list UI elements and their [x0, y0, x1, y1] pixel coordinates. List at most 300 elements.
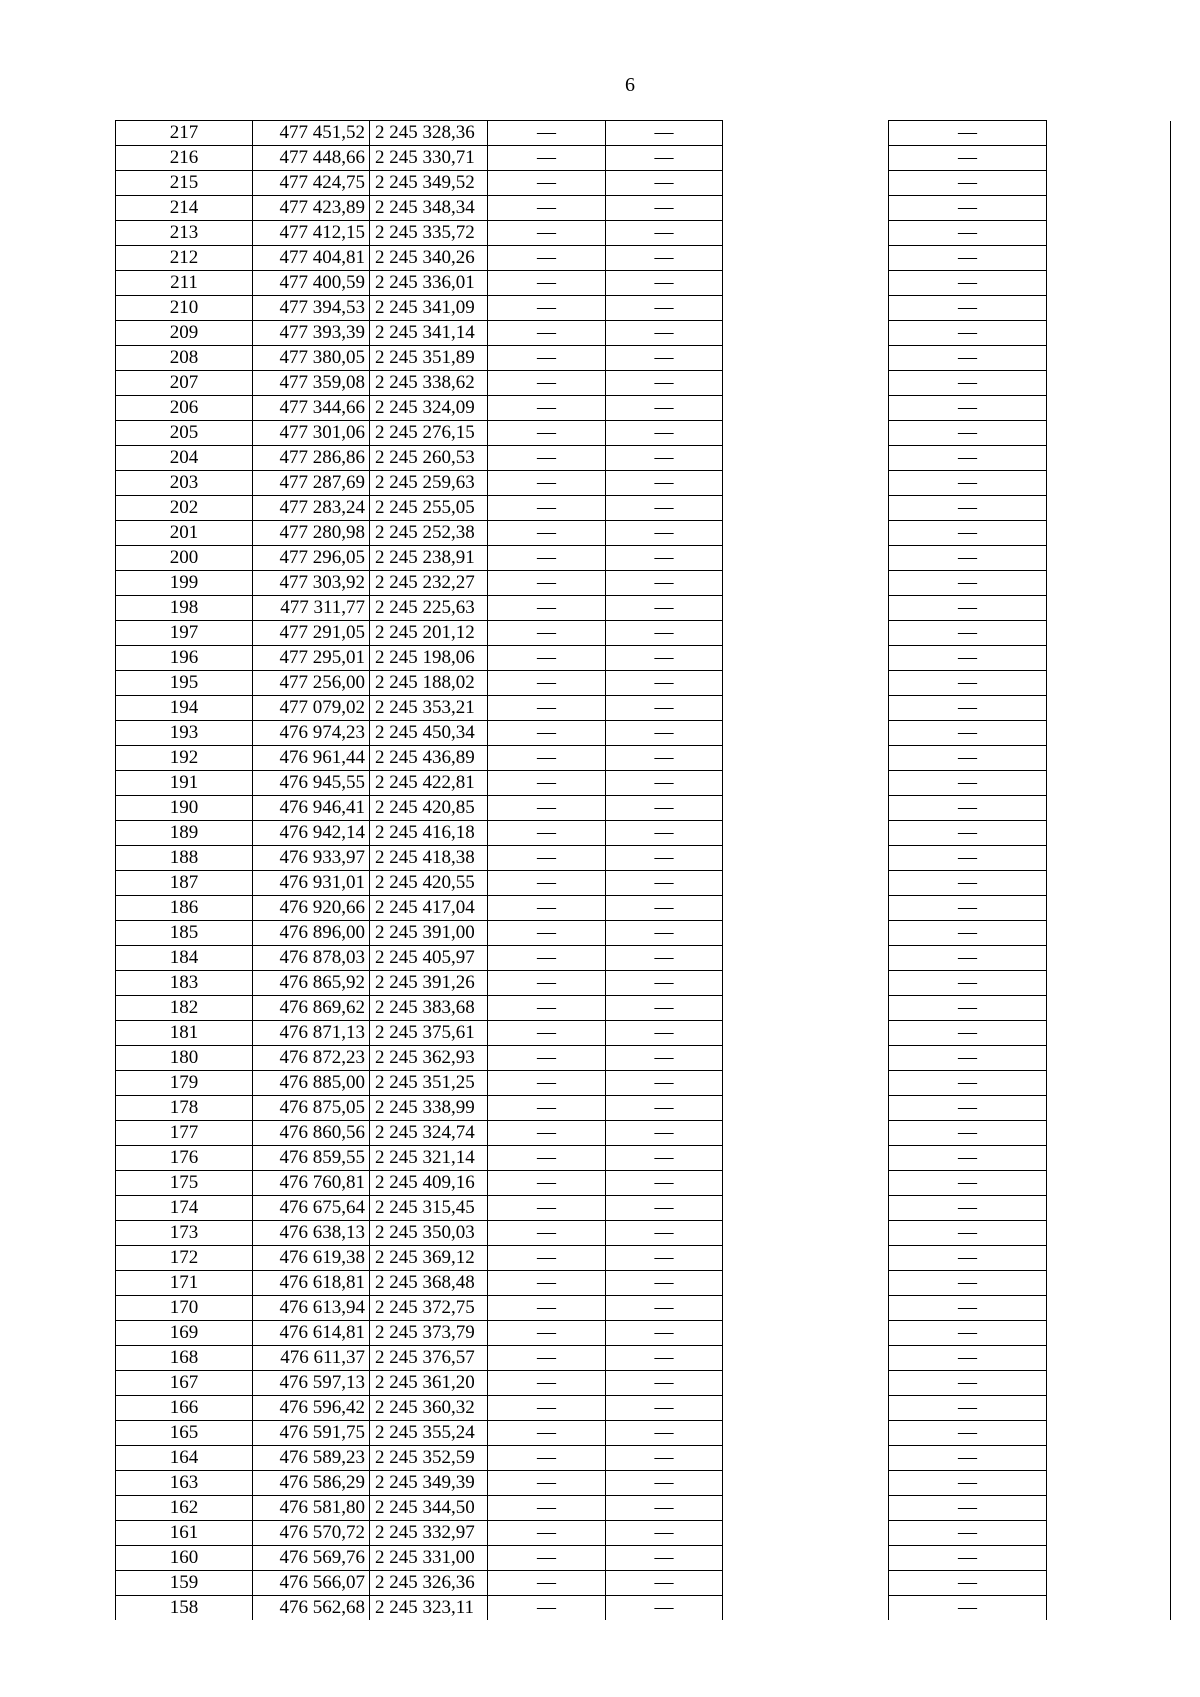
- y-coordinate-cell: 2 245 352,59: [370, 1446, 488, 1471]
- empty-cell: [1047, 1021, 1171, 1046]
- table-row: [116, 796, 1171, 821]
- empty-cell: [1047, 1096, 1171, 1121]
- point-number-cell: 162: [116, 1496, 253, 1521]
- empty-cell: [1047, 746, 1171, 771]
- empty-cell: [1047, 1221, 1171, 1246]
- dash-cell: —: [488, 1496, 606, 1521]
- x-coordinate-cell: 476 885,00: [253, 1071, 370, 1096]
- dash-cell: —: [606, 1246, 723, 1271]
- x-coordinate-cell: 477 287,69: [253, 471, 370, 496]
- empty-cell: [723, 271, 889, 296]
- x-coordinate-cell: 477 359,08: [253, 371, 370, 396]
- y-coordinate-cell: 2 245 409,16: [370, 1171, 488, 1196]
- dash-cell: —: [606, 1146, 723, 1171]
- point-number-cell: 198: [116, 596, 253, 621]
- empty-cell: [723, 446, 889, 471]
- empty-cell: [723, 746, 889, 771]
- dash-cell: —: [606, 1071, 723, 1096]
- dash-cell: —: [889, 421, 1047, 446]
- dash-cell: —: [889, 746, 1047, 771]
- empty-cell: [1047, 1046, 1171, 1071]
- dash-cell: —: [488, 1446, 606, 1471]
- x-coordinate-cell: 477 448,66: [253, 146, 370, 171]
- dash-cell: —: [889, 321, 1047, 346]
- table-row: [116, 1421, 1171, 1446]
- empty-cell: [1047, 471, 1171, 496]
- table-row: [116, 1596, 1171, 1621]
- dash-cell: —: [488, 796, 606, 821]
- dash-cell: —: [889, 1321, 1047, 1346]
- dash-cell: —: [488, 1321, 606, 1346]
- empty-cell: [723, 396, 889, 421]
- dash-cell: —: [488, 1246, 606, 1271]
- empty-cell: [1047, 996, 1171, 1021]
- table-row: [116, 1396, 1171, 1421]
- empty-cell: [1047, 1546, 1171, 1571]
- empty-cell: [723, 371, 889, 396]
- y-coordinate-cell: 2 245 330,71: [370, 146, 488, 171]
- y-coordinate-cell: 2 245 420,85: [370, 796, 488, 821]
- dash-cell: —: [488, 146, 606, 171]
- dash-cell: —: [889, 546, 1047, 571]
- x-coordinate-cell: 477 296,05: [253, 546, 370, 571]
- table-row: [116, 1546, 1171, 1571]
- dash-cell: —: [889, 346, 1047, 371]
- empty-cell: [723, 796, 889, 821]
- dash-cell: —: [488, 1546, 606, 1571]
- dash-cell: —: [889, 1371, 1047, 1396]
- dash-cell: —: [889, 646, 1047, 671]
- table-row: [116, 621, 1171, 646]
- dash-cell: —: [606, 571, 723, 596]
- point-number-cell: 191: [116, 771, 253, 796]
- x-coordinate-cell: 477 295,01: [253, 646, 370, 671]
- dash-cell: —: [488, 596, 606, 621]
- y-coordinate-cell: 2 245 255,05: [370, 496, 488, 521]
- empty-cell: [1047, 896, 1171, 921]
- empty-cell: [1047, 421, 1171, 446]
- y-coordinate-cell: 2 245 349,52: [370, 171, 488, 196]
- point-number-cell: 168: [116, 1346, 253, 1371]
- point-number-cell: 188: [116, 846, 253, 871]
- dash-cell: —: [606, 1346, 723, 1371]
- dash-cell: —: [889, 696, 1047, 721]
- dash-cell: —: [889, 1171, 1047, 1196]
- empty-cell: [723, 1096, 889, 1121]
- table-row: [116, 721, 1171, 746]
- x-coordinate-cell: 476 872,23: [253, 1046, 370, 1071]
- x-coordinate-cell: 476 961,44: [253, 746, 370, 771]
- point-number-cell: 209: [116, 321, 253, 346]
- x-coordinate-cell: 476 596,42: [253, 1396, 370, 1421]
- dash-cell: —: [889, 521, 1047, 546]
- table-row: [116, 1146, 1171, 1171]
- dash-cell: —: [606, 696, 723, 721]
- y-coordinate-cell: 2 245 360,32: [370, 1396, 488, 1421]
- dash-cell: —: [488, 321, 606, 346]
- coordinates-table: [115, 120, 1171, 1620]
- dash-cell: —: [889, 1521, 1047, 1546]
- dash-cell: —: [606, 1421, 723, 1446]
- point-number-cell: 164: [116, 1446, 253, 1471]
- point-number-cell: 193: [116, 721, 253, 746]
- x-coordinate-cell: 477 344,66: [253, 396, 370, 421]
- x-coordinate-cell: 476 878,03: [253, 946, 370, 971]
- y-coordinate-cell: 2 245 353,21: [370, 696, 488, 721]
- dash-cell: —: [606, 496, 723, 521]
- y-coordinate-cell: 2 245 326,36: [370, 1571, 488, 1596]
- dash-cell: —: [488, 921, 606, 946]
- table-row: [116, 121, 1171, 146]
- empty-cell: [723, 346, 889, 371]
- table-row: [116, 521, 1171, 546]
- dash-cell: —: [488, 1046, 606, 1071]
- point-number-cell: 179: [116, 1071, 253, 1096]
- empty-cell: [723, 1046, 889, 1071]
- dash-cell: —: [606, 171, 723, 196]
- empty-cell: [1047, 346, 1171, 371]
- dash-cell: —: [488, 1571, 606, 1596]
- dash-cell: —: [889, 871, 1047, 896]
- dash-cell: —: [488, 771, 606, 796]
- x-coordinate-cell: 476 875,05: [253, 1096, 370, 1121]
- table-row: [116, 1446, 1171, 1471]
- empty-cell: [723, 571, 889, 596]
- empty-cell: [723, 171, 889, 196]
- empty-cell: [723, 1396, 889, 1421]
- dash-cell: —: [606, 1196, 723, 1221]
- table-row: [116, 296, 1171, 321]
- table-row: [116, 946, 1171, 971]
- point-number-cell: 183: [116, 971, 253, 996]
- empty-cell: [1047, 546, 1171, 571]
- point-number-cell: 170: [116, 1296, 253, 1321]
- dash-cell: —: [606, 1171, 723, 1196]
- empty-cell: [1047, 271, 1171, 296]
- table-row: [116, 546, 1171, 571]
- dash-cell: —: [889, 1146, 1047, 1171]
- y-coordinate-cell: 2 245 198,06: [370, 646, 488, 671]
- empty-cell: [1047, 1396, 1171, 1421]
- point-number-cell: 197: [116, 621, 253, 646]
- y-coordinate-cell: 2 245 201,12: [370, 621, 488, 646]
- empty-cell: [1047, 446, 1171, 471]
- point-number-cell: 175: [116, 1171, 253, 1196]
- dash-cell: —: [488, 1196, 606, 1221]
- point-number-cell: 192: [116, 746, 253, 771]
- empty-cell: [723, 296, 889, 321]
- dash-cell: —: [889, 296, 1047, 321]
- dash-cell: —: [889, 1246, 1047, 1271]
- dash-cell: —: [606, 671, 723, 696]
- dash-cell: —: [606, 971, 723, 996]
- point-number-cell: 184: [116, 946, 253, 971]
- table-row: [116, 671, 1171, 696]
- x-coordinate-cell: 476 619,38: [253, 1246, 370, 1271]
- dash-cell: —: [488, 1421, 606, 1446]
- dash-cell: —: [606, 746, 723, 771]
- dash-cell: —: [488, 996, 606, 1021]
- point-number-cell: 196: [116, 646, 253, 671]
- empty-cell: [1047, 1296, 1171, 1321]
- empty-cell: [1047, 146, 1171, 171]
- empty-cell: [723, 671, 889, 696]
- point-number-cell: 173: [116, 1221, 253, 1246]
- y-coordinate-cell: 2 245 324,09: [370, 396, 488, 421]
- page-number: 6: [625, 74, 635, 96]
- dash-cell: —: [606, 1046, 723, 1071]
- x-coordinate-cell: 476 946,41: [253, 796, 370, 821]
- y-coordinate-cell: 2 245 416,18: [370, 821, 488, 846]
- empty-cell: [723, 921, 889, 946]
- empty-cell: [723, 1121, 889, 1146]
- point-number-cell: 189: [116, 821, 253, 846]
- dash-cell: —: [889, 1396, 1047, 1421]
- dash-cell: —: [488, 646, 606, 671]
- dash-cell: —: [488, 696, 606, 721]
- x-coordinate-cell: 476 586,29: [253, 1471, 370, 1496]
- x-coordinate-cell: 476 865,92: [253, 971, 370, 996]
- table-row: [116, 146, 1171, 171]
- dash-cell: —: [889, 671, 1047, 696]
- table-row: [116, 1271, 1171, 1296]
- empty-cell: [1047, 1171, 1171, 1196]
- point-number-cell: 174: [116, 1196, 253, 1221]
- empty-cell: [1047, 1271, 1171, 1296]
- coordinates-table-body: [116, 121, 1171, 1621]
- y-coordinate-cell: 2 245 324,74: [370, 1121, 488, 1146]
- dash-cell: —: [606, 771, 723, 796]
- dash-cell: —: [889, 796, 1047, 821]
- empty-cell: [723, 1321, 889, 1346]
- point-number-cell: 176: [116, 1146, 253, 1171]
- dash-cell: —: [606, 1396, 723, 1421]
- x-coordinate-cell: 477 451,52: [253, 121, 370, 146]
- dash-cell: —: [606, 821, 723, 846]
- dash-cell: —: [606, 246, 723, 271]
- table-row: [116, 971, 1171, 996]
- dash-cell: —: [889, 1446, 1047, 1471]
- point-number-cell: 190: [116, 796, 253, 821]
- dash-cell: —: [488, 521, 606, 546]
- table-row: [116, 471, 1171, 496]
- table-row: [116, 1221, 1171, 1246]
- empty-cell: [1047, 1246, 1171, 1271]
- dash-cell: —: [488, 496, 606, 521]
- point-number-cell: 194: [116, 696, 253, 721]
- empty-cell: [1047, 821, 1171, 846]
- table-row: [116, 696, 1171, 721]
- empty-cell: [1047, 796, 1171, 821]
- dash-cell: —: [889, 146, 1047, 171]
- empty-cell: [1047, 971, 1171, 996]
- dash-cell: —: [889, 921, 1047, 946]
- dash-cell: —: [488, 1221, 606, 1246]
- y-coordinate-cell: 2 245 391,00: [370, 921, 488, 946]
- dash-cell: —: [606, 796, 723, 821]
- point-number-cell: 216: [116, 146, 253, 171]
- dash-cell: —: [606, 546, 723, 571]
- empty-cell: [1047, 196, 1171, 221]
- dash-cell: —: [889, 1096, 1047, 1121]
- x-coordinate-cell: 476 869,62: [253, 996, 370, 1021]
- y-coordinate-cell: 2 245 362,93: [370, 1046, 488, 1071]
- point-number-cell: 205: [116, 421, 253, 446]
- x-coordinate-cell: 477 301,06: [253, 421, 370, 446]
- y-coordinate-cell: 2 245 344,50: [370, 1496, 488, 1521]
- x-coordinate-cell: 477 286,86: [253, 446, 370, 471]
- table-row: [116, 896, 1171, 921]
- empty-cell: [723, 996, 889, 1021]
- y-coordinate-cell: 2 245 350,03: [370, 1221, 488, 1246]
- empty-cell: [1047, 1496, 1171, 1521]
- table-row: [116, 246, 1171, 271]
- dash-cell: —: [606, 446, 723, 471]
- dash-cell: —: [889, 1496, 1047, 1521]
- empty-cell: [723, 1471, 889, 1496]
- empty-cell: [723, 1021, 889, 1046]
- empty-cell: [1047, 171, 1171, 196]
- dash-cell: —: [889, 396, 1047, 421]
- dash-cell: —: [889, 1071, 1047, 1096]
- y-coordinate-cell: 2 245 188,02: [370, 671, 488, 696]
- y-coordinate-cell: 2 245 405,97: [370, 946, 488, 971]
- dash-cell: —: [606, 296, 723, 321]
- empty-cell: [1047, 371, 1171, 396]
- empty-cell: [1047, 296, 1171, 321]
- dash-cell: —: [606, 1471, 723, 1496]
- dash-cell: —: [606, 921, 723, 946]
- point-number-cell: 169: [116, 1321, 253, 1346]
- empty-cell: [723, 421, 889, 446]
- dash-cell: —: [889, 471, 1047, 496]
- x-coordinate-cell: 476 566,07: [253, 1571, 370, 1596]
- point-number-cell: 206: [116, 396, 253, 421]
- empty-cell: [723, 1496, 889, 1521]
- table-row: [116, 221, 1171, 246]
- dash-cell: —: [488, 621, 606, 646]
- point-number-cell: 185: [116, 921, 253, 946]
- x-coordinate-cell: 477 394,53: [253, 296, 370, 321]
- y-coordinate-cell: 2 245 260,53: [370, 446, 488, 471]
- point-number-cell: 200: [116, 546, 253, 571]
- point-number-cell: 195: [116, 671, 253, 696]
- dash-cell: —: [488, 821, 606, 846]
- empty-cell: [723, 1521, 889, 1546]
- dash-cell: —: [606, 396, 723, 421]
- dash-cell: —: [488, 421, 606, 446]
- point-number-cell: 182: [116, 996, 253, 1021]
- dash-cell: —: [606, 146, 723, 171]
- table-row: [116, 821, 1171, 846]
- y-coordinate-cell: 2 245 335,72: [370, 221, 488, 246]
- table-row: [116, 1321, 1171, 1346]
- dash-cell: —: [606, 421, 723, 446]
- dash-cell: —: [488, 346, 606, 371]
- empty-cell: [1047, 671, 1171, 696]
- table-row: [116, 496, 1171, 521]
- point-number-cell: 213: [116, 221, 253, 246]
- empty-cell: [1047, 1121, 1171, 1146]
- dash-cell: —: [488, 721, 606, 746]
- x-coordinate-cell: 476 920,66: [253, 896, 370, 921]
- table-row: [116, 571, 1171, 596]
- dash-cell: —: [606, 596, 723, 621]
- empty-cell: [1047, 696, 1171, 721]
- x-coordinate-cell: 477 400,59: [253, 271, 370, 296]
- dash-cell: —: [889, 221, 1047, 246]
- dash-cell: —: [606, 1096, 723, 1121]
- dash-cell: —: [488, 221, 606, 246]
- dash-cell: —: [606, 996, 723, 1021]
- y-coordinate-cell: 2 245 276,15: [370, 421, 488, 446]
- dash-cell: —: [889, 896, 1047, 921]
- table-row: [116, 1571, 1171, 1596]
- dash-cell: —: [889, 1471, 1047, 1496]
- dash-cell: —: [606, 1021, 723, 1046]
- x-coordinate-cell: 476 614,81: [253, 1321, 370, 1346]
- empty-cell: [1047, 221, 1171, 246]
- empty-cell: [723, 471, 889, 496]
- empty-cell: [1047, 1071, 1171, 1096]
- dash-cell: —: [606, 1371, 723, 1396]
- point-number-cell: 159: [116, 1571, 253, 1596]
- dash-cell: —: [889, 446, 1047, 471]
- table-row: [116, 1371, 1171, 1396]
- table-row: [116, 1296, 1171, 1321]
- empty-cell: [723, 1146, 889, 1171]
- dash-cell: —: [606, 1546, 723, 1571]
- empty-cell: [723, 1546, 889, 1571]
- empty-cell: [723, 1596, 889, 1621]
- y-coordinate-cell: 2 245 332,97: [370, 1521, 488, 1546]
- x-coordinate-cell: 477 079,02: [253, 696, 370, 721]
- point-number-cell: 165: [116, 1421, 253, 1446]
- x-coordinate-cell: 476 942,14: [253, 821, 370, 846]
- table-row: [116, 1171, 1171, 1196]
- x-coordinate-cell: 476 931,01: [253, 871, 370, 896]
- point-number-cell: 210: [116, 296, 253, 321]
- empty-cell: [723, 146, 889, 171]
- empty-cell: [1047, 771, 1171, 796]
- x-coordinate-cell: 477 283,24: [253, 496, 370, 521]
- y-coordinate-cell: 2 245 418,38: [370, 846, 488, 871]
- empty-cell: [723, 1346, 889, 1371]
- x-coordinate-cell: 477 380,05: [253, 346, 370, 371]
- dash-cell: —: [889, 846, 1047, 871]
- x-coordinate-cell: 477 393,39: [253, 321, 370, 346]
- dash-cell: —: [488, 971, 606, 996]
- empty-cell: [723, 221, 889, 246]
- dash-cell: —: [606, 721, 723, 746]
- point-number-cell: 201: [116, 521, 253, 546]
- point-number-cell: 211: [116, 271, 253, 296]
- point-number-cell: 217: [116, 121, 253, 146]
- y-coordinate-cell: 2 245 331,00: [370, 1546, 488, 1571]
- dash-cell: —: [889, 246, 1047, 271]
- y-coordinate-cell: 2 245 340,26: [370, 246, 488, 271]
- x-coordinate-cell: 477 280,98: [253, 521, 370, 546]
- dash-cell: —: [606, 646, 723, 671]
- empty-cell: [1047, 1446, 1171, 1471]
- dash-cell: —: [488, 896, 606, 921]
- table-row: [116, 1521, 1171, 1546]
- y-coordinate-cell: 2 245 232,27: [370, 571, 488, 596]
- empty-cell: [723, 1446, 889, 1471]
- dash-cell: —: [889, 1596, 1047, 1621]
- dash-cell: —: [488, 671, 606, 696]
- point-number-cell: 187: [116, 871, 253, 896]
